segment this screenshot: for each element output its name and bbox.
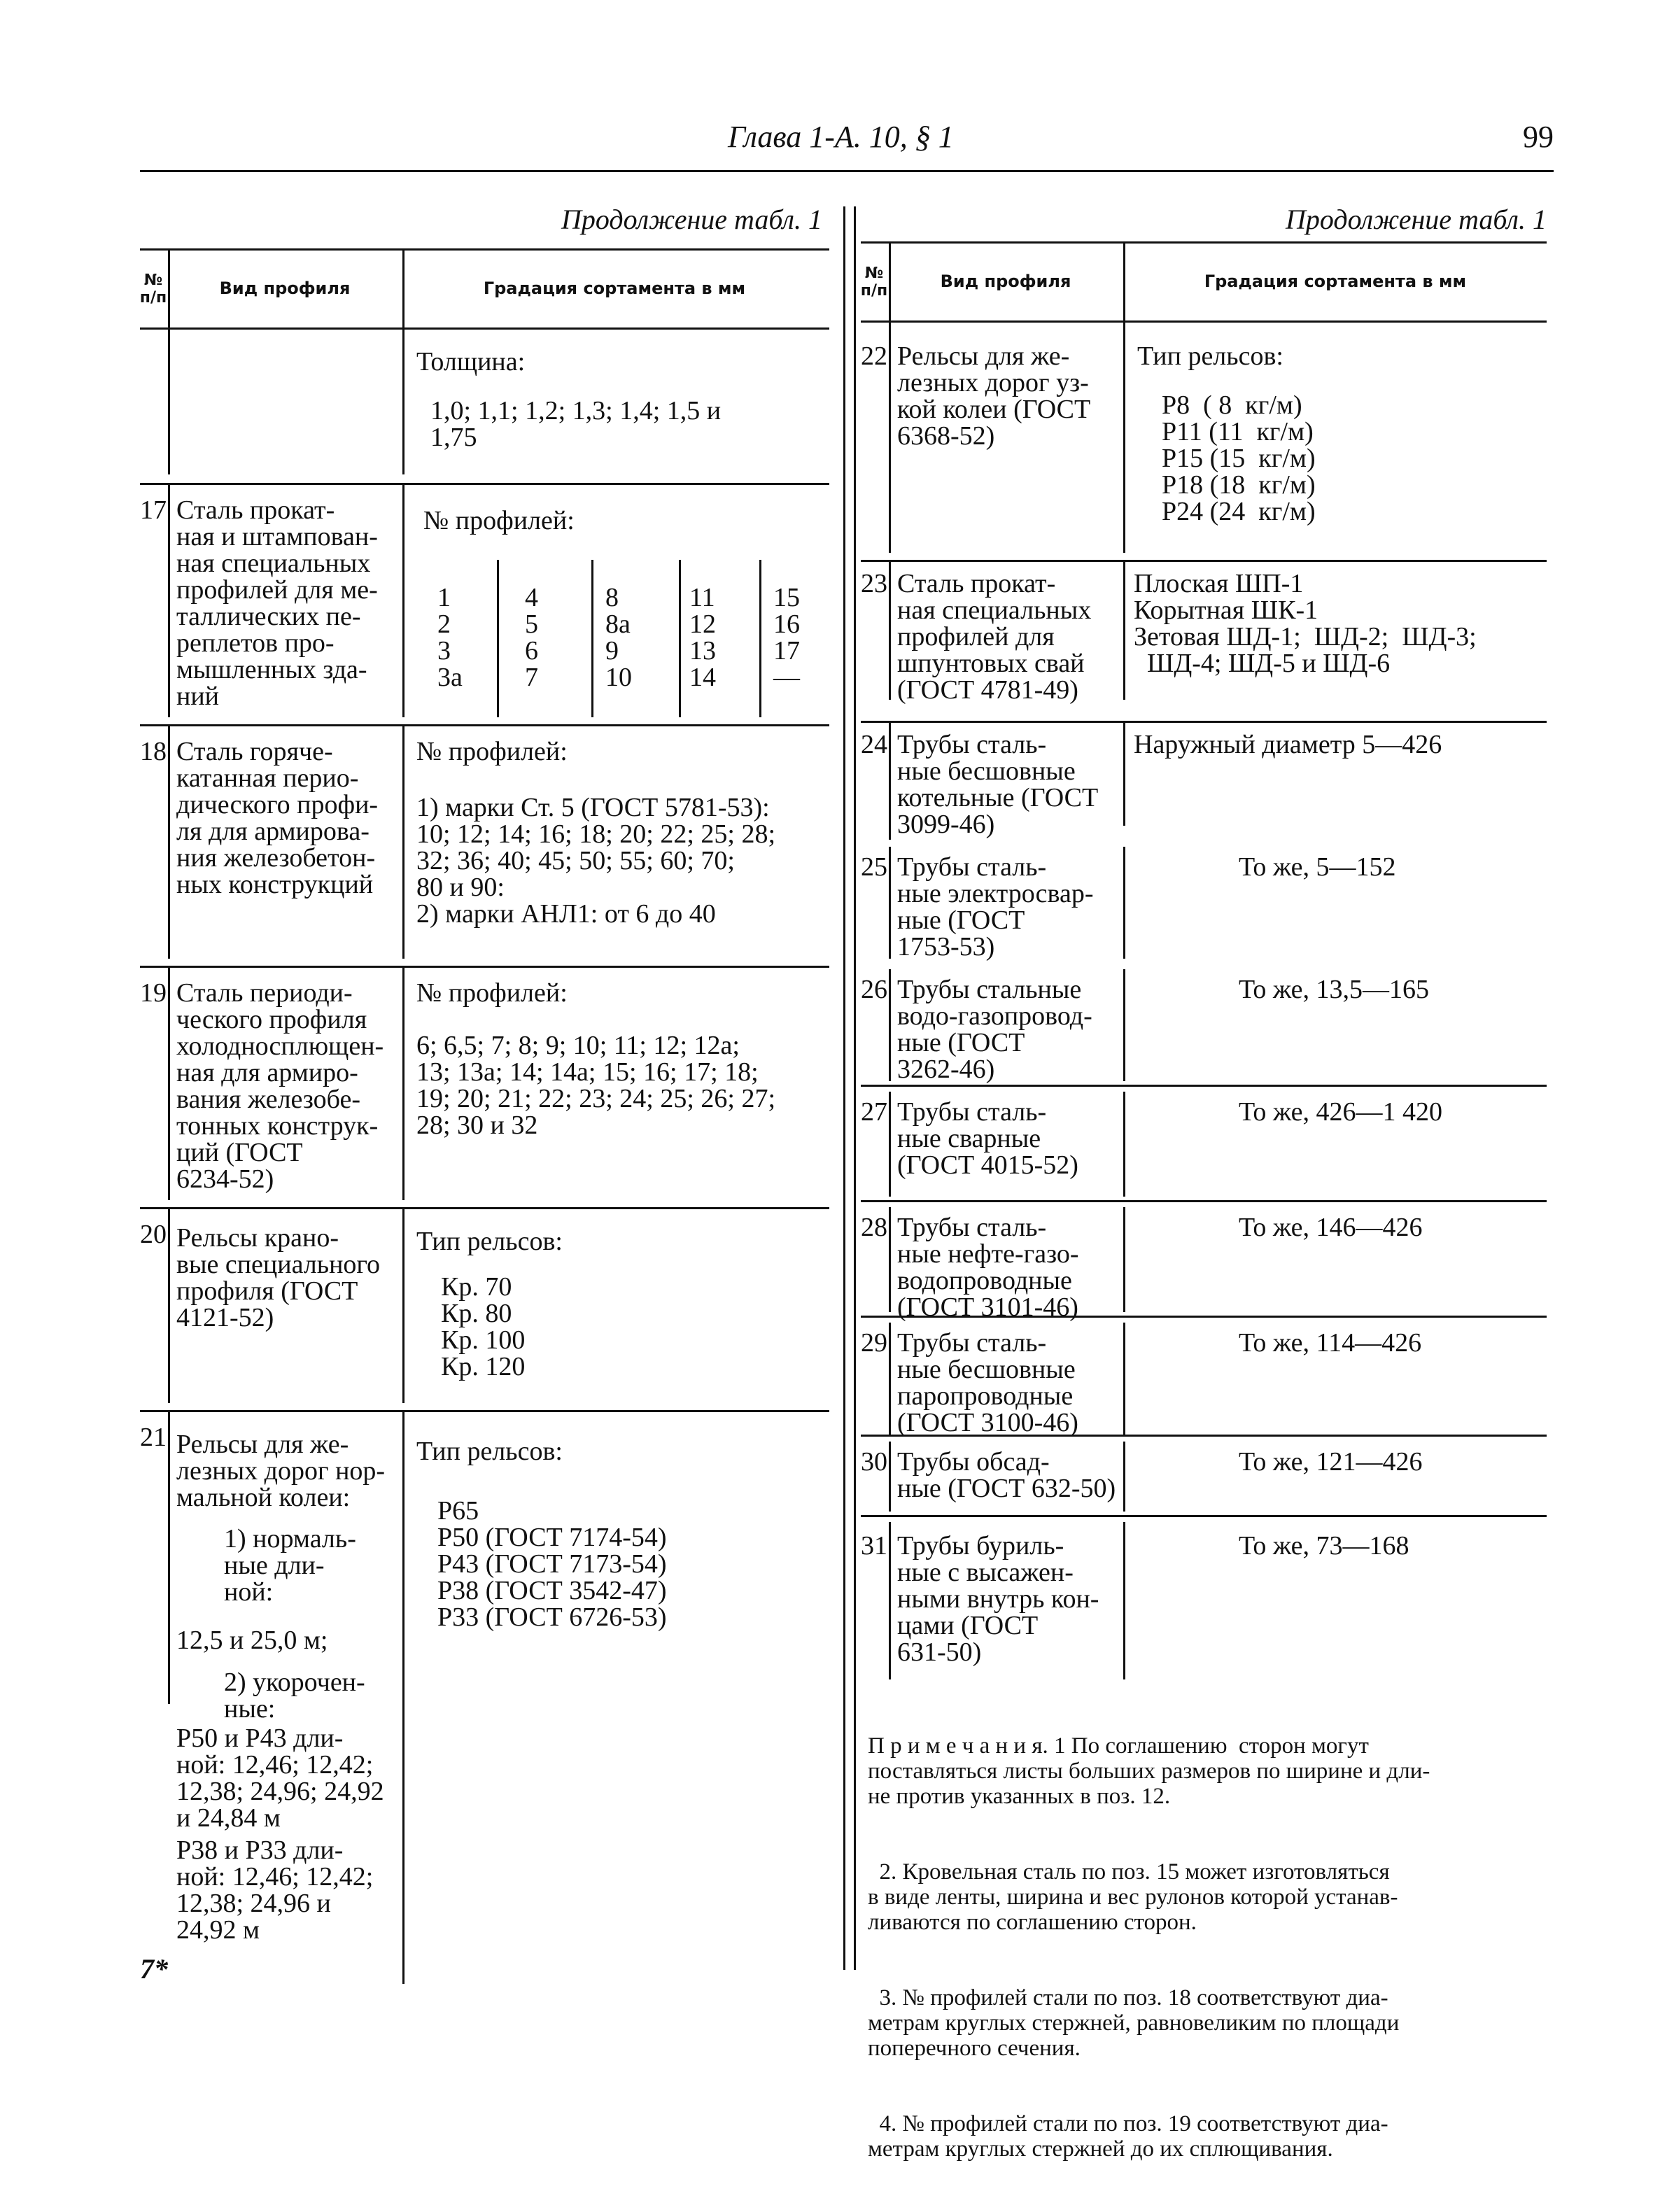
row-rule [861,1316,1547,1318]
table-row [140,483,829,717]
subcol-divider [497,560,499,717]
grade-values: То же, 13,5—165 [1239,975,1429,1004]
note-item: 4. № профилей стали по поз. 19 соответствуют диа- метрам круглых стержней до их сплющивания. [868,2111,1388,2162]
row-number: 17 [140,495,167,525]
profile-description: Трубы сталь- ные бесшовные паропроводные (ГОСТ 3100-46) [897,1328,1078,1437]
col-header-num: № п/п [860,264,888,300]
table-row [861,1200,1547,1322]
row-number: 29 [861,1328,887,1358]
table-row [140,1207,829,1403]
profile-description: Рельсы для же- лезных дорог нор- мальной колеи: [176,1430,386,1512]
col-divider [1123,847,1125,959]
col-divider [1123,1092,1125,1197]
profile-number: 10 [605,663,632,692]
row-number: 19 [140,978,167,1008]
col-divider [168,483,170,717]
row-number: 30 [861,1447,887,1477]
profile-number: 5 [525,610,538,639]
profile-subitem: 2) укорочен- ные: [224,1668,365,1724]
grade-values: 1,0; 1,1; 1,2; 1,3; 1,4; 1,5 и 1,75 [430,396,722,452]
table-row [861,1085,1547,1197]
note-item: П р и м е ч а н и я. 1 По соглашению сторон могут поставляться листы больших размеров по ширине и дли- не против указанных в поз. 12. [868,1733,1430,1809]
col-divider [402,483,405,717]
grade-values: 1) марки Ст. 5 (ГОСТ 5781-53): 10; 12; 14; 16; 18; 20; 22; 25; 28; 32; 36; 40; 45; 50; 55; 60; 70; 80 и 90: 2) марки АНЛ1: от 6 до 40 [416,793,776,929]
profile-description: Трубы стальные водо-газопровод- ные (ГОСТ 3262-46) [897,975,1092,1084]
col-divider [402,327,405,474]
grade-heading: № профилей: [416,978,568,1008]
profile-subitem: 12,5 и 25,0 м; [176,1626,328,1655]
profile-description: Трубы сталь- ные бесшовные котельные (ГОСТ 3099-46) [897,730,1099,839]
row-number: 26 [861,975,887,1004]
grade-values: То же, 5—152 [1239,852,1396,882]
row-rule [140,724,829,726]
col-divider [402,724,405,959]
grade-values: То же, 73—168 [1239,1531,1409,1561]
col-divider [889,1207,891,1312]
table-continuation-label: Продолжение табл. 1 [1285,204,1547,235]
grade-values: 6; 6,5; 7; 8; 9; 10; 11; 12; 12а; 13; 13а; 14; 14а; 15; 16; 17; 18; 19; 20; 21; 22; 23; 24; 25; 26; 27; 28; 30 и 32 [416,1031,776,1140]
profile-number: 7 [525,663,538,692]
row-number: 24 [861,730,887,759]
row-number: 22 [861,341,887,371]
profile-description: Трубы сталь- ные сварные (ГОСТ 4015-52) [897,1097,1078,1180]
profile-description: Трубы буриль- ные с высажен- ными внутрь кон- цами (ГОСТ 631-50) [897,1531,1099,1667]
grade-values: Плоская ШП-1 Корытная ШК-1 Зетовая ШД-1; ШД-2; ШД-3; ШД-4; ШД-5 и ШД-6 [1134,569,1477,678]
grade-values: То же, 114—426 [1239,1328,1422,1358]
profile-subitem: Р50 и Р43 дли- ной: 12,46; 12,42; 12,38; 24,96; 24,92 и 24,84 м [176,1724,384,1833]
row-rule [140,966,829,968]
row-number: 31 [861,1531,887,1561]
profile-number: — [773,663,800,692]
table-row [861,1435,1547,1515]
col-divider [168,966,170,1200]
row-rule [140,1410,829,1412]
profile-number: 14 [689,663,716,692]
grade-heading: № профилей: [423,506,575,535]
col-divider [889,721,891,840]
profile-description: Сталь периоди- ческого профиля холодносплющен- ная для армиро- вания железобе- тонных конструк- ций (ГОСТ 6234-52) [176,978,384,1194]
col-divider [889,1442,891,1512]
row-number: 23 [861,569,887,598]
table-row [140,327,829,474]
col-divider [889,1522,891,1679]
col-divider [402,1207,405,1403]
profile-subitem: Р38 и Р33 дли- ной: 12,46; 12,42; 12,38; 24,96 и 24,92 м [176,1836,374,1945]
row-number: 21 [140,1423,167,1452]
profile-number: 8а [605,610,631,639]
col-header-profile: Вид профиля [219,279,351,299]
profile-number-col [605,584,632,691]
col-divider [889,560,891,700]
grade-values: Кр. 70 Кр. 80 Кр. 100 Кр. 120 [441,1272,526,1381]
profile-description: Рельсы крано- вые специального профиля (ГОСТ 4121-52) [176,1223,381,1332]
right-table [860,203,1547,2162]
grade-heading: Тип рельсов: [416,1437,563,1466]
row-number: 27 [861,1097,887,1127]
profile-number: 12 [689,610,716,639]
profile-number: 11 [689,583,715,612]
col-divider [1123,1522,1125,1679]
profile-number: 8 [605,583,619,612]
col-divider [889,322,891,553]
note-item: 2. Кровельная сталь по поз. 15 может изготовляться в виде ленты, ширина и вес рулонов которой устанав- ливаются по соглашению сторон. [868,1859,1398,1935]
profile-description: Трубы обсад- ные (ГОСТ 632-50) [897,1447,1116,1503]
grade-values: Р65 Р50 (ГОСТ 7174-54) Р43 (ГОСТ 7173-54) Р38 (ГОСТ 3542-47) Р33 (ГОСТ 6726-53) [437,1496,667,1632]
profile-number: 1 [437,583,451,612]
profile-number-col [689,584,716,691]
row-rule [861,1435,1547,1437]
row-rule [861,560,1547,562]
col-divider [889,969,891,1081]
note-item: 3. № профилей стали по поз. 18 соответствуют диа- метрам круглых стержней, равновеликим по площади поперечного сечения. [868,1985,1400,2061]
col-divider [1123,1323,1125,1435]
profile-description: Сталь прокат- ная специальных профилей для шпунтовых свай (ГОСТ 4781-49) [897,569,1092,705]
col-divider [1123,1442,1125,1512]
col-header-grade: Градация сортамента в мм [1204,272,1467,292]
subcol-divider [759,560,761,717]
row-rule [861,1200,1547,1202]
grade-values: То же, 426—1 420 [1239,1097,1442,1127]
subcol-divider [679,560,681,717]
row-rule [140,483,829,485]
col-divider [1123,560,1125,700]
col-divider [168,1207,170,1403]
grade-heading: Тип рельсов: [1137,341,1283,371]
col-divider [889,847,891,959]
grade-values: Наружный диаметр 5—426 [1134,730,1442,759]
col-divider [168,327,170,474]
profile-number-col [525,584,538,691]
table-notes [868,1683,1430,2212]
header-rule [140,170,1554,172]
chapter-title: Глава 1-А. 10, § 1 [728,120,954,154]
grade-heading: № профилей: [416,737,568,766]
profile-description: Рельсы для же- лезных дорог уз- кой колеи (ГОСТ 6368-52) [897,341,1091,451]
profile-number: 3 [437,636,451,665]
table-row [861,560,1547,717]
table-row [140,1410,829,1984]
page-number: 99 [1523,120,1554,154]
profile-description: Сталь горяче- катанная перио- дического профи- ля для армирова- ния железобетон- ных конструкций [176,737,379,899]
table-row [861,840,1547,959]
row-rule [140,1207,829,1209]
col-divider [168,724,170,959]
col-header-grade: Градация сортамента в мм [483,279,746,299]
table-row [861,1316,1547,1435]
table-row [861,322,1547,553]
column-divider [843,206,856,1970]
col-divider [168,1410,170,1704]
profile-number: 2 [437,610,451,639]
col-divider [1123,322,1125,553]
col-divider [1123,969,1125,1081]
profile-description: Трубы сталь- ные нефте-газо- водопроводные (ГОСТ 3101-46) [897,1213,1079,1322]
profile-number-col [437,584,463,691]
profile-description: Сталь прокат- ная и штампован- ная специальных профилей для ме- таллических пе- реплетов про- мышленных зда- ний [176,495,378,711]
subcol-divider [591,560,593,717]
col-header-profile: Вид профиля [940,272,1071,292]
row-number: 18 [140,737,167,766]
col-divider [402,1410,405,1984]
profile-number: 4 [525,583,538,612]
profile-number: 3а [437,663,463,692]
grade-values: Р8 ( 8 кг/м) Р11 (11 кг/м) Р15 (15 кг/м) Р18 (18 кг/м) Р24 (24 кг/м) [1162,390,1316,526]
col-header-num: № п/п [139,271,167,307]
row-number: 20 [140,1220,167,1249]
signature-mark: 7* [140,1953,168,1985]
col-divider [889,1092,891,1197]
profile-number: 16 [773,610,800,639]
row-rule [861,1085,1547,1087]
row-rule [861,1515,1547,1517]
col-divider [1123,1207,1125,1312]
row-number: 28 [861,1213,887,1242]
grade-heading: Тип рельсов: [416,1227,563,1256]
table-row [140,966,829,1200]
table-header [140,248,829,330]
profile-number: 13 [689,636,716,665]
table-header [861,241,1547,323]
table-row [861,1515,1547,1683]
table-row [861,721,1547,840]
col-divider [889,1323,891,1435]
profile-number: 9 [605,636,619,665]
grade-heading: Толщина: [416,347,526,376]
profile-number: 17 [773,636,800,665]
profile-number: 15 [773,583,800,612]
row-rule [861,721,1547,723]
table-row [861,962,1547,1084]
grade-values: То же, 121—426 [1239,1447,1423,1477]
table-row [140,724,829,959]
profile-description: Трубы сталь- ные электросвар- ные (ГОСТ 1753-53) [897,852,1094,961]
left-table [139,203,829,1985]
table-continuation-label: Продолжение табл. 1 [561,204,822,235]
col-divider [1123,721,1125,826]
page-header [140,119,1554,161]
grade-values: То же, 146—426 [1239,1213,1423,1242]
profile-number: 6 [525,636,538,665]
profile-number-col [773,584,800,691]
row-number: 25 [861,852,887,882]
col-divider [402,966,405,1200]
profile-subitem: 1) нормаль- ные дли- ной: [224,1524,356,1607]
